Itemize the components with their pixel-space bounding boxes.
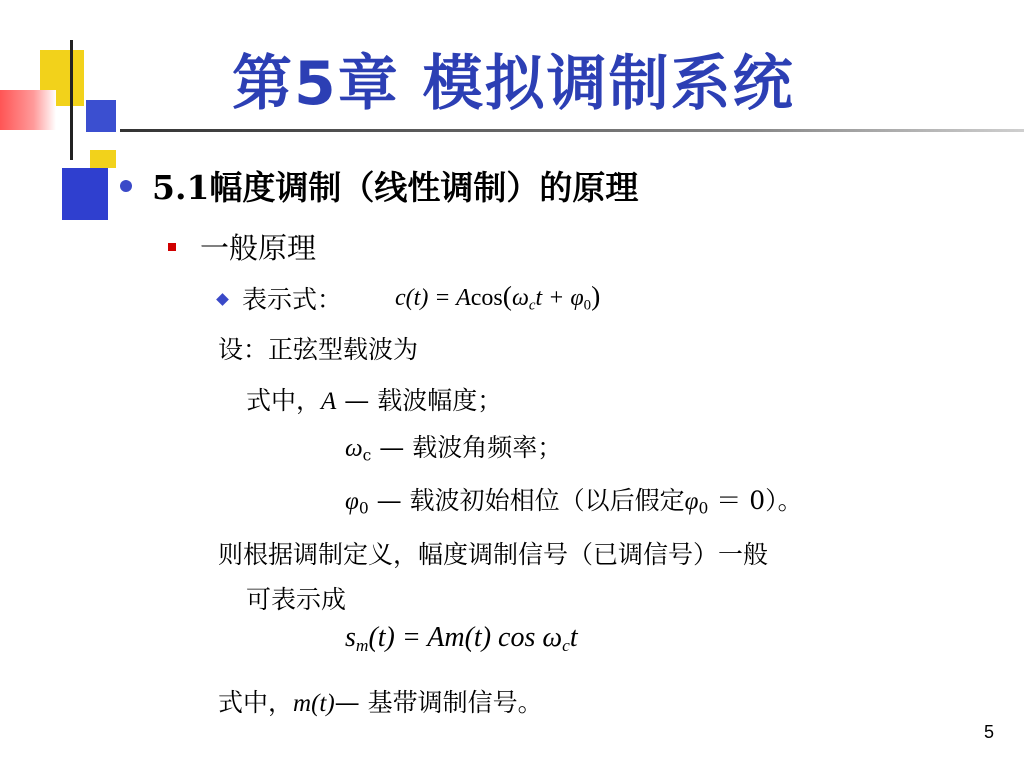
where-a-prefix: 式中， [246,386,322,415]
formula1-rest: t + φ [535,285,584,311]
phi-sub2: 0 [698,499,709,518]
formula1-cos: cos [470,285,503,311]
omega-symbol: ω [345,435,363,462]
section-heading: 5.1幅度调制（线性调制）的原理 [152,168,639,207]
slide-title: 第5章 模拟调制系统 [232,49,795,119]
am-signal-formula [345,622,578,656]
where-initial-phase [345,481,803,518]
omega-sub: c [362,446,372,465]
where-amplitude [246,381,502,417]
decor-yellow-square-small [90,150,116,168]
formula1-omega: ω [511,285,529,311]
phi-sub: 0 [358,499,369,518]
title-underline [120,129,1024,132]
bullet-diamond-icon [216,293,229,306]
where-m-prefix: 式中， [218,688,294,717]
formula2-t: t [569,622,578,653]
formula1-amplitude: A [456,285,471,311]
decor-red-bar [0,90,56,130]
formula1-lhs: c(t) = [395,285,457,311]
where-a-text: — 载波幅度； [336,386,503,415]
carrier-formula: $c(t) = Acos(\omega_ct + \varphi_0)$ [395,280,601,314]
bullet-circle-icon [120,180,132,192]
omega-text: — 载波角频率； [371,433,563,462]
formula1-phi-sub: 0 [583,297,592,314]
phi-symbol2: φ [684,488,699,515]
where-m-text: — 基带调制信号。 [334,688,543,717]
bullet-square-icon [168,243,176,251]
subsection-heading: 一般原理 [200,231,317,265]
phi-symbol: φ [345,488,359,515]
carrier-description: 设：正弦型载波为 [218,335,419,364]
expression-label: 表示式： [242,285,343,314]
formula2-body: (t) = Am(t) cos [368,622,543,653]
decor-vertical-line [70,40,73,160]
where-a-symbol: A [321,388,337,415]
formula1-omega-sub: c [528,297,536,314]
formula2-s: s [345,622,356,653]
phi-text2: ＝ 0）。 [708,486,803,515]
formula2-s-sub: m [355,636,369,656]
decor-blue-square-large [62,168,108,220]
phi-text1: — 载波初始相位（以后假定 [368,486,685,515]
where-m-symbol: m(t) [293,690,335,717]
where-angular-frequency [345,428,562,465]
definition-line-2: 可表示成 [246,585,347,614]
page-number: 5 [983,722,994,742]
where-baseband-signal [218,683,543,719]
decor-blue-square-small [86,100,116,132]
formula2-omega-sub: c [562,636,570,656]
formula2-omega: ω [542,622,563,653]
definition-line-1: 则根据调制定义，幅度调制信号（已调信号）一般 [218,540,769,569]
